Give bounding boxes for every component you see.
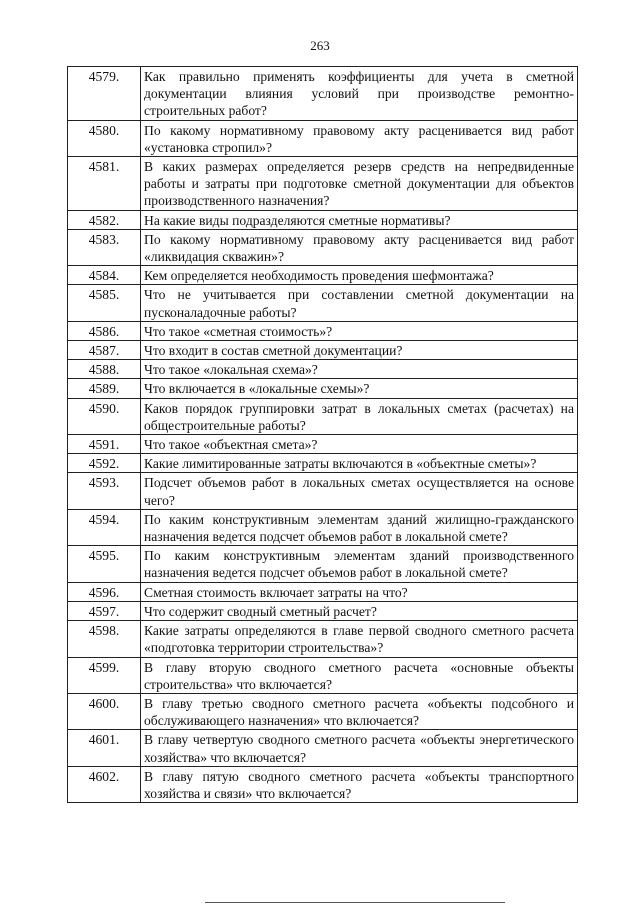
question-number: 4584.: [68, 266, 141, 285]
question-number: 4590.: [68, 398, 141, 434]
question-row: [68, 266, 578, 285]
question-text: Как правильно применять коэффициенты для учета в сметной документации влияния условий при производстве ремонтно-строительных работ?: [141, 67, 578, 121]
question-text: По каким конструктивным элементам зданий производственного назначения ведется подсчет объемов работ в локальной смете?: [141, 546, 578, 582]
question-row: [68, 621, 578, 657]
question-row: [68, 601, 578, 620]
question-number: 4580.: [68, 120, 141, 156]
question-text: В каких размерах определяется резерв средств на непредвиденные работы и затраты при подготовке сметной документации для объектов производственного назначения?: [141, 157, 578, 211]
question-row: [68, 157, 578, 211]
question-number: 4586.: [68, 321, 141, 340]
question-row: [68, 435, 578, 454]
question-text: Какие затраты определяются в главе первой сводного сметного расчета «подготовка территории строительства»?: [141, 621, 578, 657]
question-row: [68, 321, 578, 340]
question-number: 4600.: [68, 693, 141, 729]
question-row: [68, 379, 578, 398]
question-number: 4583.: [68, 229, 141, 265]
question-number: 4595.: [68, 546, 141, 582]
question-text: В главу третью сводного сметного расчета «объекты подсобного и обслуживающего назначения» что включается?: [141, 693, 578, 729]
question-row: [68, 285, 578, 321]
question-number: 4579.: [68, 67, 141, 121]
question-number: 4599.: [68, 657, 141, 693]
question-number: 4589.: [68, 379, 141, 398]
question-text: В главу пятую сводного сметного расчета «объекты транспортного хозяйства и связи» что включается?: [141, 766, 578, 802]
question-text: Что такое «локальная схема»?: [141, 360, 578, 379]
question-text: Кем определяется необходимость проведения шефмонтажа?: [141, 266, 578, 285]
question-row: [68, 657, 578, 693]
questions-table-body: [68, 67, 578, 803]
question-number: 4587.: [68, 341, 141, 360]
question-text: Что такое «объектная смета»?: [141, 435, 578, 454]
question-row: [68, 360, 578, 379]
question-text: По каким конструктивным элементам зданий жилищно-гражданского назначения ведется подсчет объемов работ в локальной смете?: [141, 509, 578, 545]
question-number: 4602.: [68, 766, 141, 802]
question-number: 4591.: [68, 435, 141, 454]
question-row: [68, 693, 578, 729]
question-text: Каков порядок группировки затрат в локальных сметах (расчетах) на общестроительные работы?: [141, 398, 578, 434]
question-number: 4601.: [68, 730, 141, 766]
question-number: 4598.: [68, 621, 141, 657]
question-text: Подсчет объемов работ в локальных сметах осуществляется на основе чего?: [141, 473, 578, 509]
question-number: 4582.: [68, 210, 141, 229]
question-text: Сметная стоимость включает затраты на что?: [141, 582, 578, 601]
question-row: [68, 210, 578, 229]
question-row: [68, 509, 578, 545]
footer-scan-line: [205, 902, 505, 903]
question-number: 4596.: [68, 582, 141, 601]
question-text: Что содержит сводный сметный расчет?: [141, 601, 578, 620]
question-number: 4594.: [68, 509, 141, 545]
page-number: 263: [310, 38, 330, 53]
question-row: [68, 766, 578, 802]
question-number: 4588.: [68, 360, 141, 379]
question-text: Что не учитывается при составлении сметной документации на пусконаладочные работы?: [141, 285, 578, 321]
question-number: 4585.: [68, 285, 141, 321]
question-row: [68, 341, 578, 360]
question-row: [68, 120, 578, 156]
questions-table: [67, 66, 578, 803]
question-text: Что такое «сметная стоимость»?: [141, 321, 578, 340]
question-text: На какие виды подразделяются сметные нормативы?: [141, 210, 578, 229]
question-number: 4592.: [68, 454, 141, 473]
question-row: [68, 473, 578, 509]
question-row: [68, 730, 578, 766]
question-text: По какому нормативному правовому акту расценивается вид работ «ликвидация скважин»?: [141, 229, 578, 265]
question-text: Какие лимитированные затраты включаются в «объектные сметы»?: [141, 454, 578, 473]
question-row: [68, 454, 578, 473]
question-number: 4581.: [68, 157, 141, 211]
question-number: 4593.: [68, 473, 141, 509]
question-text: Что включается в «локальные схемы»?: [141, 379, 578, 398]
question-row: [68, 582, 578, 601]
question-row: [68, 546, 578, 582]
question-row: [68, 398, 578, 434]
question-text: В главу вторую сводного сметного расчета «основные объекты строительства» что включается?: [141, 657, 578, 693]
question-row: [68, 67, 578, 121]
question-number: 4597.: [68, 601, 141, 620]
question-text: По какому нормативному правовому акту расценивается вид работ «установка стропил»?: [141, 120, 578, 156]
question-text: Что входит в состав сметной документации?: [141, 341, 578, 360]
question-text: В главу четвертую сводного сметного расчета «объекты энергетического хозяйства» что включается?: [141, 730, 578, 766]
question-row: [68, 229, 578, 265]
